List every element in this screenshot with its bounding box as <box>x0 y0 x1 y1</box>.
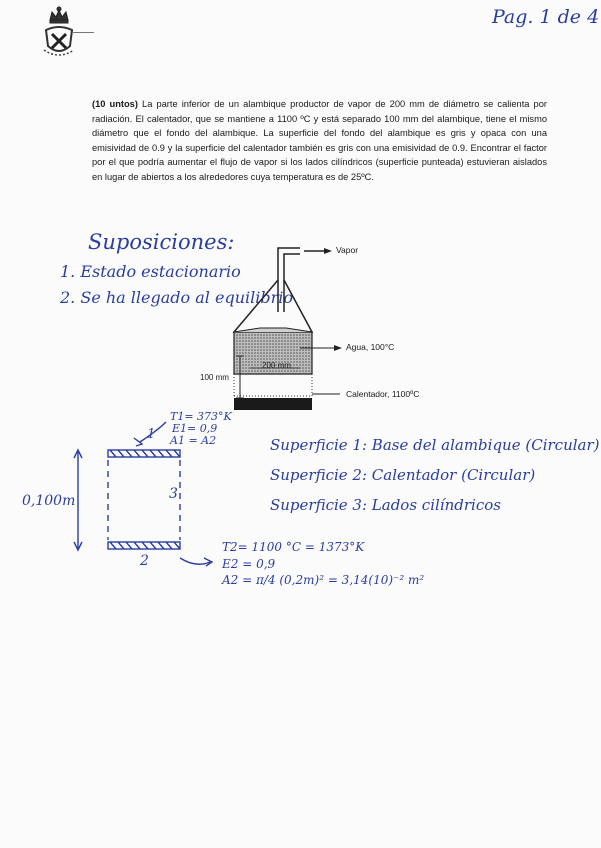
sketch-top-emissivity: E1= 0,9 <box>172 422 218 435</box>
surface-3: Superficie 3: Lados cilíndricos <box>270 496 501 514</box>
page-number: Pag. 1 de 4 <box>492 6 600 28</box>
sketch-height: 0,100m <box>22 493 76 509</box>
university-crest-logo <box>38 6 80 62</box>
sketch-top-area: A1 = A2 <box>170 434 217 447</box>
assumption-item-2: 2. Se ha llegado al equilibrio <box>60 288 293 307</box>
problem-body: La parte inferior de un alambique productor de vapor de 200 mm de diámetro se calienta por radiación. El calentador, que se mantiene a 1100 ºC y está separado 100 mm del alambique, tiene el mismo diámetro que el fondo del alambique. La superficie del fondo del alambique es gris y opaca con una emisividad de 0.9 y la superficie del calentador también es gris con una emisividad de 0.9. Encontrar el factor por el que podría aumentar el flujo de vapor si los lados cilíndricos (superficie punteada) estuvieran aislados en lugar de abiertos a los alrededores cuya temperatura es de 25ºC. <box>92 99 547 182</box>
sketch-bottom-emissivity: E2 = 0,9 <box>222 557 276 571</box>
assumption-item-1: 1. Estado estacionario <box>60 262 241 281</box>
diameter-dimension-label: 200 mm <box>262 361 291 370</box>
sketch-label-3: 3 <box>169 486 178 502</box>
sketch-bottom-area: A2 = π/4 (0,2m)² = 3,14(10)⁻² m² <box>222 573 425 587</box>
water-label: Agua, 100°C <box>346 342 395 352</box>
vapor-label: Vapor <box>336 245 359 255</box>
surface-1: Superficie 1: Base del alambique (Circular) <box>270 436 600 454</box>
sketch-top-temperature: T1= 373°K <box>170 410 232 423</box>
sketch-bottom-temperature: T2= 1100 °C = 1373°K <box>222 540 365 554</box>
sketch-label-2: 2 <box>140 553 149 569</box>
alembic-figure <box>200 232 460 422</box>
problem-statement <box>92 97 547 185</box>
heater-label: Calentador, 1100ºC <box>346 389 420 399</box>
gap-dimension-label: 100 mm <box>200 373 229 382</box>
header-rule <box>72 32 94 33</box>
sketch-label-1: 1 <box>147 427 156 442</box>
surface-2: Superficie 2: Calentador (Circular) <box>270 466 536 484</box>
assumptions-title: Suposiciones: <box>88 230 235 254</box>
problem-points: (10 untos) <box>92 99 138 109</box>
